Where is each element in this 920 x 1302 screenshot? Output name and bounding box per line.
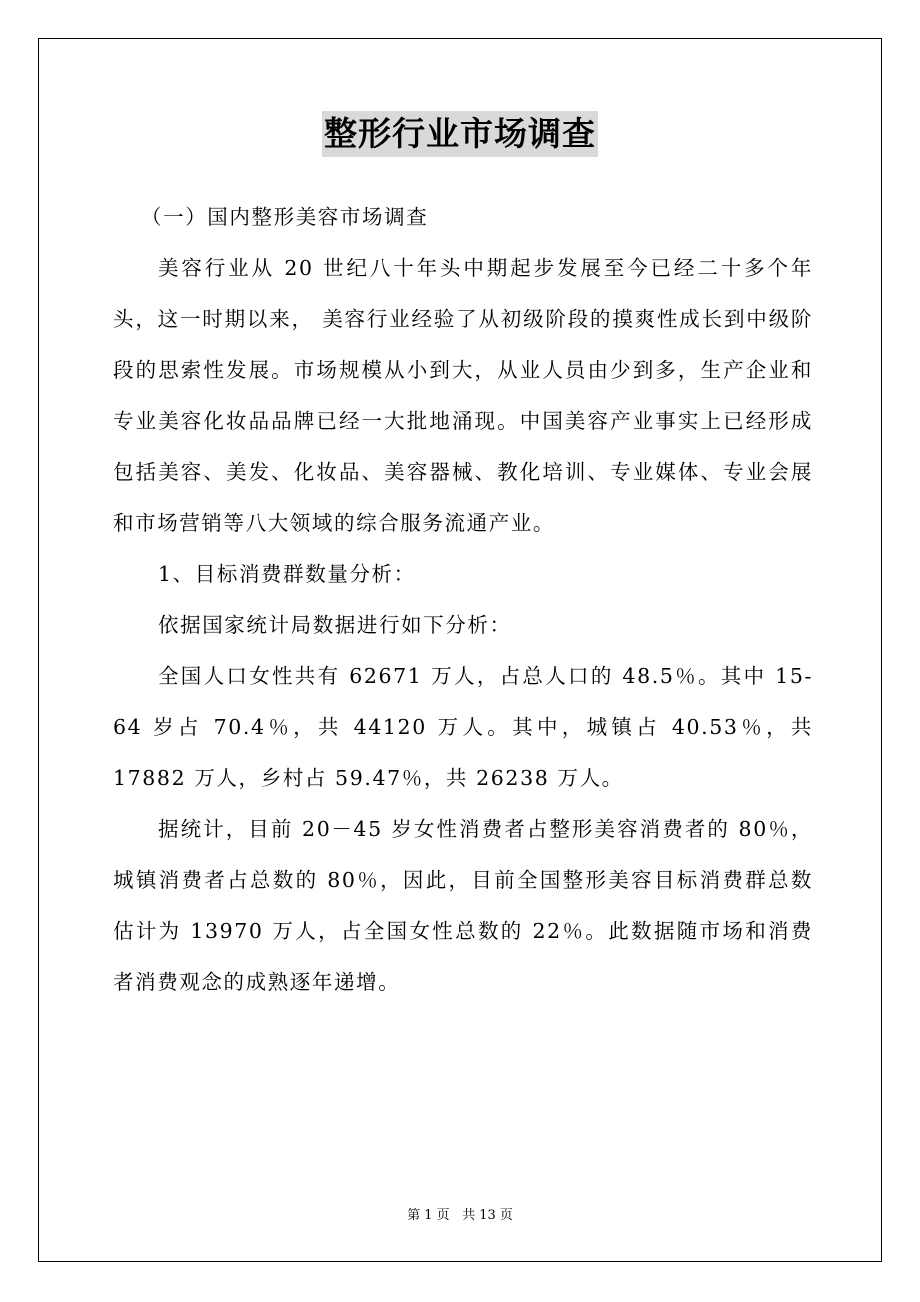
document-title: 整形行业市场调查: [322, 111, 598, 157]
page-footer: [0, 1206, 920, 1226]
paragraph-population-stats: 全国人口女性共有 62671 万人，占总人口的 48.5％。其中 15-64 岁占 70.4％，共 44120 万人。其中，城镇占 40.53％，共 17882 万人，乡村占 59.47％，共 26238 万人。: [113, 664, 813, 790]
paragraph-consumer-estimate: 据统计，目前 20－45 岁女性消费者占整形美容消费者的 80％，城镇消费者占总数的 80％，因此，目前全国整形美容目标消费群总数估计为 13970 万人，占全国女性总数的 22％。此数据随市场和消费者消费观念的成熟逐年递增。: [113, 817, 813, 994]
page-total: 共 13 页: [462, 1208, 513, 1223]
paragraph-industry-overview: 美容行业从 20 世纪八十年头中期起步发展至今已经二十多个年头，这一时期以来， 美容行业经验了从初级阶段的摸爽性成长到中级阶段的思索性发展。市场规模从小到大，从业人员由少到多，生产企业和专业美容化妆品品牌已经一大批地涌现。中国美容产业事实上已经形成包括美容、美发、化妆品、美容器械、教化培训、专业媒体、专业会展和市场营销等八大领域的综合服务流通产业。: [113, 256, 813, 535]
subsection-heading: 1、目标消费群数量分析：: [158, 562, 416, 586]
paragraph-data-source: 依据国家统计局数据进行如下分析：: [158, 613, 512, 637]
document-body: [113, 192, 813, 1008]
page-number: 第 1 页: [407, 1208, 450, 1223]
section-heading: （一）国内整形美容市场调查: [141, 205, 429, 229]
title-container: [0, 111, 920, 157]
